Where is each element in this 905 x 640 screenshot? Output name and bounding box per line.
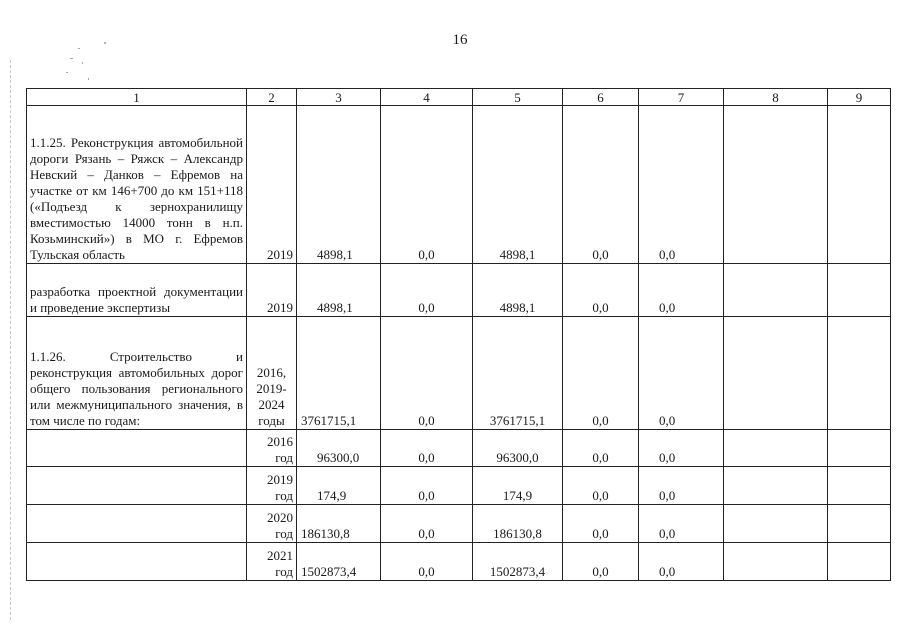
row-period: 2019 год [247, 467, 297, 505]
column-header: 4 [381, 89, 473, 106]
value-cell [724, 505, 828, 543]
value-cell: 0,0 [639, 317, 724, 430]
value-cell [828, 505, 891, 543]
value-cell: 0,0 [563, 430, 639, 467]
table-row [27, 106, 891, 264]
budget-table [26, 88, 891, 581]
row-name [27, 467, 247, 505]
value-cell: 0,0 [381, 317, 473, 430]
table-row [27, 264, 891, 317]
value-cell: 4898,1 [297, 264, 381, 317]
value-cell [724, 264, 828, 317]
column-header: 6 [563, 89, 639, 106]
row-name: 1.1.26. Строительство и реконструкция автомобильных дорог общего пользования регионального или межмуниципального значения, в том числе по годам: [27, 317, 247, 430]
value-cell: 0,0 [639, 264, 724, 317]
column-header: 8 [724, 89, 828, 106]
row-name [27, 505, 247, 543]
value-cell: 1502873,4 [473, 543, 563, 581]
value-cell: 3761715,1 [297, 317, 381, 430]
column-number-row [27, 89, 891, 106]
value-cell: 0,0 [563, 264, 639, 317]
row-name: разработка проектной документации и проведение экспертизы [27, 264, 247, 317]
value-cell: 0,0 [381, 430, 473, 467]
value-cell: 0,0 [639, 505, 724, 543]
table-row [27, 505, 891, 543]
value-cell [724, 317, 828, 430]
value-cell [828, 106, 891, 264]
value-cell: 4898,1 [473, 106, 563, 264]
value-cell: 0,0 [563, 106, 639, 264]
table-row [27, 430, 891, 467]
value-cell: 0,0 [563, 317, 639, 430]
scan-specks [60, 38, 120, 88]
value-cell: 3761715,1 [473, 317, 563, 430]
value-cell [828, 317, 891, 430]
value-cell [828, 543, 891, 581]
value-cell [828, 430, 891, 467]
value-cell: 4898,1 [297, 106, 381, 264]
value-cell [724, 430, 828, 467]
table-row [27, 467, 891, 505]
value-cell: 0,0 [639, 467, 724, 505]
row-period: 2019 [247, 106, 297, 264]
column-header: 1 [27, 89, 247, 106]
row-name: 1.1.25. Реконструкция автомобильной дороги Рязань – Ряжск – Александр Невский – Данков – Ефремов на участке от км 146+700 до км 151+118 («Подъезд к зернохранилищу вместимостью 14000 тонн в н.п. Козьминский») в МО г. Ефремов Тульская область [27, 106, 247, 264]
column-header: 7 [639, 89, 724, 106]
value-cell: 0,0 [639, 430, 724, 467]
value-cell [724, 543, 828, 581]
value-cell: 0,0 [381, 543, 473, 581]
value-cell: 186130,8 [297, 505, 381, 543]
value-cell: 0,0 [563, 543, 639, 581]
row-name [27, 543, 247, 581]
row-name [27, 430, 247, 467]
value-cell: 4898,1 [473, 264, 563, 317]
value-cell: 0,0 [639, 543, 724, 581]
value-cell [828, 467, 891, 505]
table-row [27, 543, 891, 581]
page-number: 16 [452, 32, 468, 48]
column-header: 5 [473, 89, 563, 106]
column-header: 3 [297, 89, 381, 106]
row-period: 2021 год [247, 543, 297, 581]
value-cell: 174,9 [473, 467, 563, 505]
value-cell: 0,0 [381, 505, 473, 543]
value-cell [724, 467, 828, 505]
column-header: 2 [247, 89, 297, 106]
row-period: 2016, 2019-2024 годы [247, 317, 297, 430]
value-cell: 96300,0 [297, 430, 381, 467]
value-cell [724, 106, 828, 264]
value-cell: 0,0 [381, 106, 473, 264]
value-cell: 96300,0 [473, 430, 563, 467]
value-cell: 0,0 [639, 106, 724, 264]
table-row [27, 317, 891, 430]
value-cell: 1502873,4 [297, 543, 381, 581]
value-cell: 0,0 [381, 264, 473, 317]
value-cell: 174,9 [297, 467, 381, 505]
value-cell: 0,0 [563, 467, 639, 505]
row-period: 2019 [247, 264, 297, 317]
column-header: 9 [828, 89, 891, 106]
value-cell: 0,0 [381, 467, 473, 505]
value-cell: 0,0 [563, 505, 639, 543]
value-cell: 186130,8 [473, 505, 563, 543]
row-period: 2020 год [247, 505, 297, 543]
value-cell [828, 264, 891, 317]
binding-margin-line [10, 60, 11, 620]
row-period: 2016 год [247, 430, 297, 467]
